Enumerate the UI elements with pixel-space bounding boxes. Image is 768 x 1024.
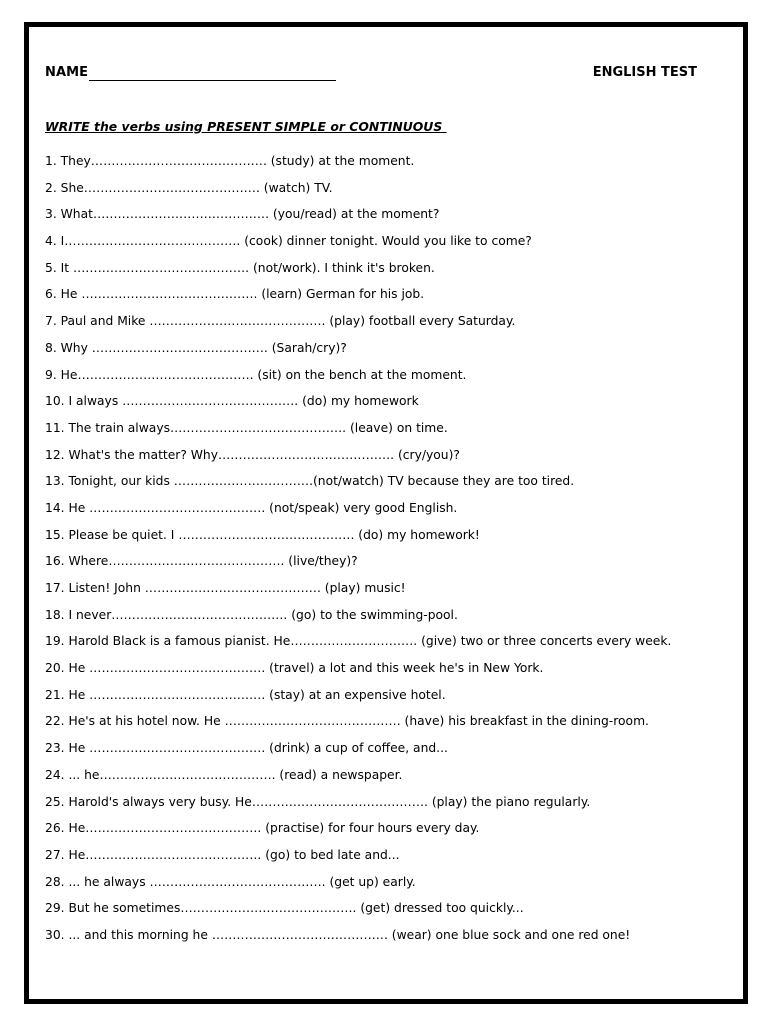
exercise-item: 16. Where……………………………………. (live/they)? (45, 554, 358, 569)
exercise-item: 22. He's at his hotel now. He ……………………………………. (have) his breakfast in the dining-room. (45, 714, 649, 729)
exercise-item: 15. Please be quiet. I ……………………………………. (do) my homework! (45, 527, 480, 542)
exercise-item: 2. She……………………………………. (watch) TV. (45, 180, 333, 195)
exercise-item: 29. But he sometimes……………………………………. (get) dressed too quickly... (45, 901, 524, 916)
exercise-item: 4. I……………………………………. (cook) dinner tonight. Would you like to come? (45, 234, 532, 249)
exercise-item: 18. I never……………………………………. (go) to the swimming-pool. (45, 607, 458, 622)
exercise-item: 5. It ……………………………………. (not/work). I think it's broken. (45, 260, 435, 275)
exercise-item: 21. He ……………………………………. (stay) at an expensive hotel. (45, 687, 446, 702)
exercise-item: 27. He……………………………………. (go) to bed late and... (45, 847, 400, 862)
exercise-item: 6. He ……………………………………. (learn) German for his job. (45, 287, 425, 302)
exercise-item: 12. What's the matter? Why……………………………………. (cry/you)? (45, 447, 460, 462)
exercise-list (45, 153, 725, 954)
exercise-item: 20. He ……………………………………. (travel) a lot and this week he's in New York. (45, 661, 544, 676)
exercise-item: 28. ... he always ……………………………………. (get up) early. (45, 874, 416, 889)
exercise-item: 14. He ……………………………………. (not/speak) very good English. (45, 500, 458, 515)
exercise-item: 26. He……………………………………. (practise) for four hours every day. (45, 821, 480, 836)
name-field-line[interactable] (89, 80, 336, 81)
worksheet-header (45, 65, 697, 87)
exercise-item: 11. The train always……………………………………. (leave) on time. (45, 420, 448, 435)
exercise-item: 9. He……………………………………. (sit) on the bench at the moment. (45, 367, 467, 382)
exercise-item: 10. I always ……………………………………. (do) my homework (45, 394, 419, 409)
exercise-item: 8. Why ……………………………………. (Sarah/cry)? (45, 340, 347, 355)
exercise-item: 7. Paul and Mike ……………………………………. (play) football every Saturday. (45, 314, 516, 329)
exercise-item: 17. Listen! John ……………………………………. (play) music! (45, 581, 406, 595)
exercise-item: 13. Tonight, our kids …………………………….(not/watch) TV because they are too tired. (45, 474, 575, 489)
exercise-item: 25. Harold's always very busy. He……………………………………. (play) the piano regularly. (45, 794, 591, 809)
exercise-item: 30. ... and this morning he ……………………………………. (wear) one blue sock and one red one! (45, 927, 631, 942)
worksheet-page (24, 22, 748, 1004)
instructions: WRITE the verbs using PRESENT SIMPLE or CONTINUOUS (45, 119, 447, 134)
exercise-item: 3. What……………………………………. (you/read) at the moment? (45, 207, 440, 222)
exercise-item: 19. Harold Black is a famous pianist. He…………………………. (give) two or three concerts every week. (45, 634, 672, 649)
exercise-item: 1. They……………………………………. (study) at the moment. (45, 154, 415, 168)
exercise-item: 23. He ……………………………………. (drink) a cup of coffee, and... (45, 741, 448, 756)
exercise-item: 24. ... he……………………………………. (read) a newspaper. (45, 767, 403, 782)
name-label: NAME (45, 65, 89, 80)
test-title: ENGLISH TEST (592, 65, 697, 80)
